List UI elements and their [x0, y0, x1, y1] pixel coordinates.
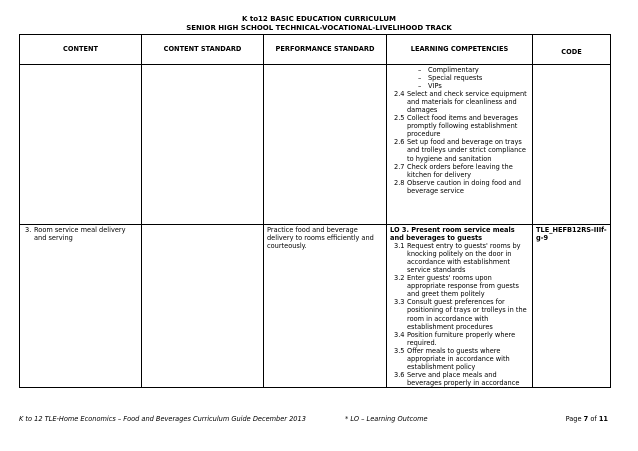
code-cell	[533, 225, 611, 388]
footer-page-number: Page 7 of 11	[565, 415, 608, 423]
dash-item: – VIPs	[418, 82, 442, 91]
competency-item: 3.2 Enter guests' rooms upon appropriate response from guests and greet them politely	[394, 274, 519, 299]
competency-item: 3.4 Position furniture properly where required.	[394, 330, 516, 347]
competency-item: 3.5 Offer meals to guests where appropriate in accordance with establishment policy	[394, 346, 510, 371]
competency-item: 3.6 Serve and place meals and beverages properly in accordance	[394, 370, 520, 387]
col-header-content: CONTENT	[20, 35, 142, 65]
col-header-performance-standard: PERFORMANCE STANDARD	[264, 35, 387, 65]
footer-guide-title: K to 12 TLE-Home Economics – Food and Beverages Curriculum Guide December 2013	[19, 415, 306, 423]
competency-item: 2.4 Select and check service equipment and materials for cleanliness and damages	[394, 90, 527, 115]
content-text: Room service meal delivery and serving	[34, 226, 126, 243]
competency-code: TLE_HEFB12RS-IIIf-g-9	[536, 226, 607, 243]
competency-item: 2.6 Set up food and beverage on trays and trolleys under strict compliance to hygiene and sanitation	[394, 138, 526, 163]
dash-item: – Complimentary	[418, 66, 479, 74]
content-cell	[20, 65, 142, 225]
col-header-learning-competencies: LEARNING COMPETENCIES	[387, 35, 533, 65]
content-standard-cell	[142, 65, 264, 225]
content-standard-cell	[142, 225, 264, 388]
performance-standard-cell	[264, 65, 387, 225]
table-row	[20, 225, 611, 388]
code-cell	[533, 65, 611, 225]
document-title: K to12 BASIC EDUCATION CURRICULUM	[242, 15, 396, 23]
competency-item: 2.8 Observe caution in doing food and beverage service	[394, 178, 521, 195]
table-row	[20, 65, 611, 225]
competency-item: 3.1 Request entry to guests' rooms by knocking politely on the door in accordance with establishment service standards	[394, 242, 521, 275]
document-subtitle: SENIOR HIGH SCHOOL TECHNICAL-VOCATIONAL-LIVELIHOOD TRACK	[186, 24, 452, 32]
curriculum-table	[19, 34, 611, 388]
learning-competencies-cell	[387, 225, 533, 388]
col-header-code: CODE	[533, 35, 611, 65]
learning-competencies-cell	[387, 65, 533, 225]
competency-item: 3.3 Consult guest preferences for positioning of trays or trolleys in the room in accordance with establishment procedures	[394, 298, 527, 331]
dash-item: – Special requests	[418, 74, 483, 83]
col-header-content-standard: CONTENT STANDARD	[142, 35, 264, 65]
content-cell: 3. Room service meal delivery and serving	[20, 225, 142, 388]
competency-item: 2.7 Check orders before leaving the kitchen for delivery	[394, 162, 513, 179]
performance-standard-cell: Practice food and beverage delivery to rooms efficiently and courteously.	[264, 225, 387, 388]
table-header-row	[20, 35, 611, 65]
competency-item: 2.5 Collect food items and beverages promptly following establishment procedure	[394, 114, 518, 139]
footer-lo-note: * LO – Learning Outcome	[345, 415, 428, 423]
learning-outcome-title: LO 3. Present room service meals and beverages to guests	[390, 226, 515, 243]
